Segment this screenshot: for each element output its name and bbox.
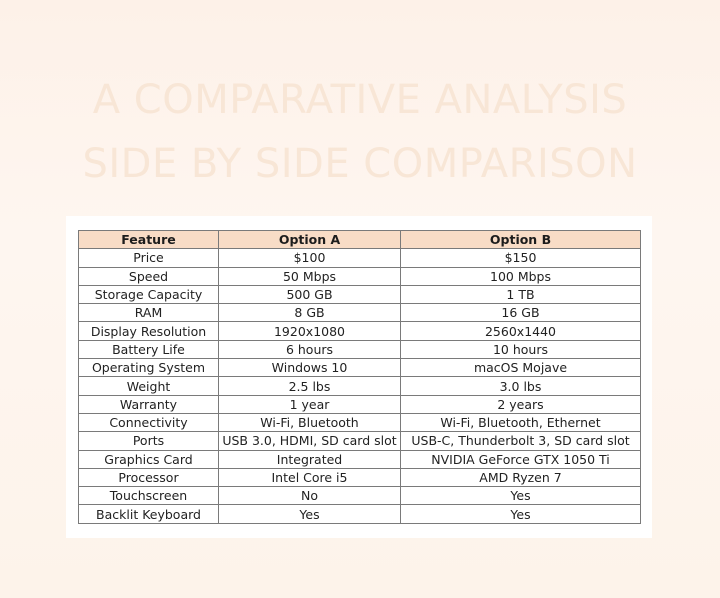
option-b-cell: 10 hours [401,340,641,358]
feature-cell: Storage Capacity [79,285,219,303]
feature-cell: Battery Life [79,340,219,358]
table-row [79,359,641,377]
option-b-cell: 2560x1440 [401,322,641,340]
option-a-cell: Intel Core i5 [219,468,401,486]
feature-cell: Price [79,249,219,267]
option-b-cell: NVIDIA GeForce GTX 1050 Ti [401,450,641,468]
column-header-option-b: Option B [401,231,641,249]
table-row [79,432,641,450]
table-row [79,468,641,486]
page-title-line-2: SIDE BY SIDE COMPARISON [82,141,638,187]
option-b-cell: Wi-Fi, Bluetooth, Ethernet [401,413,641,431]
option-a-cell: Yes [219,505,401,523]
option-a-cell: 6 hours [219,340,401,358]
column-header-option-a: Option A [219,231,401,249]
table-row [79,267,641,285]
feature-cell: Touchscreen [79,487,219,505]
feature-cell: Speed [79,267,219,285]
option-b-cell: 2 years [401,395,641,413]
option-a-cell: Integrated [219,450,401,468]
table-row [79,450,641,468]
table-header-row [79,231,641,249]
option-a-cell: Windows 10 [219,359,401,377]
feature-cell: Ports [79,432,219,450]
option-b-cell: AMD Ryzen 7 [401,468,641,486]
table-row [79,487,641,505]
feature-cell: Operating System [79,359,219,377]
option-b-cell: Yes [401,505,641,523]
table-row [79,322,641,340]
column-header-feature: Feature [79,231,219,249]
table-row [79,285,641,303]
option-a-cell: Wi-Fi, Bluetooth [219,413,401,431]
option-b-cell: 16 GB [401,304,641,322]
table-card [66,216,652,538]
option-a-cell: 500 GB [219,285,401,303]
table-row [79,505,641,523]
option-b-cell: macOS Mojave [401,359,641,377]
option-a-cell: USB 3.0, HDMI, SD card slot [219,432,401,450]
option-a-cell: $100 [219,249,401,267]
feature-cell: Connectivity [79,413,219,431]
option-b-cell: $150 [401,249,641,267]
table-row [79,413,641,431]
option-a-cell: 1920x1080 [219,322,401,340]
option-b-cell: 1 TB [401,285,641,303]
option-a-cell: 1 year [219,395,401,413]
table-row [79,377,641,395]
option-b-cell: USB-C, Thunderbolt 3, SD card slot [401,432,641,450]
table-row [79,304,641,322]
feature-cell: Display Resolution [79,322,219,340]
table-body [79,249,641,523]
option-a-cell: No [219,487,401,505]
option-b-cell: Yes [401,487,641,505]
feature-cell: Graphics Card [79,450,219,468]
table-row [79,249,641,267]
table-row [79,395,641,413]
option-a-cell: 8 GB [219,304,401,322]
feature-cell: Processor [79,468,219,486]
feature-cell: Backlit Keyboard [79,505,219,523]
option-a-cell: 50 Mbps [219,267,401,285]
feature-cell: Warranty [79,395,219,413]
feature-cell: Weight [79,377,219,395]
table-row [79,340,641,358]
comparison-table [78,230,641,524]
feature-cell: RAM [79,304,219,322]
option-b-cell: 100 Mbps [401,267,641,285]
option-a-cell: 2.5 lbs [219,377,401,395]
option-b-cell: 3.0 lbs [401,377,641,395]
page-title-line-1: A COMPARATIVE ANALYSIS [92,77,628,123]
